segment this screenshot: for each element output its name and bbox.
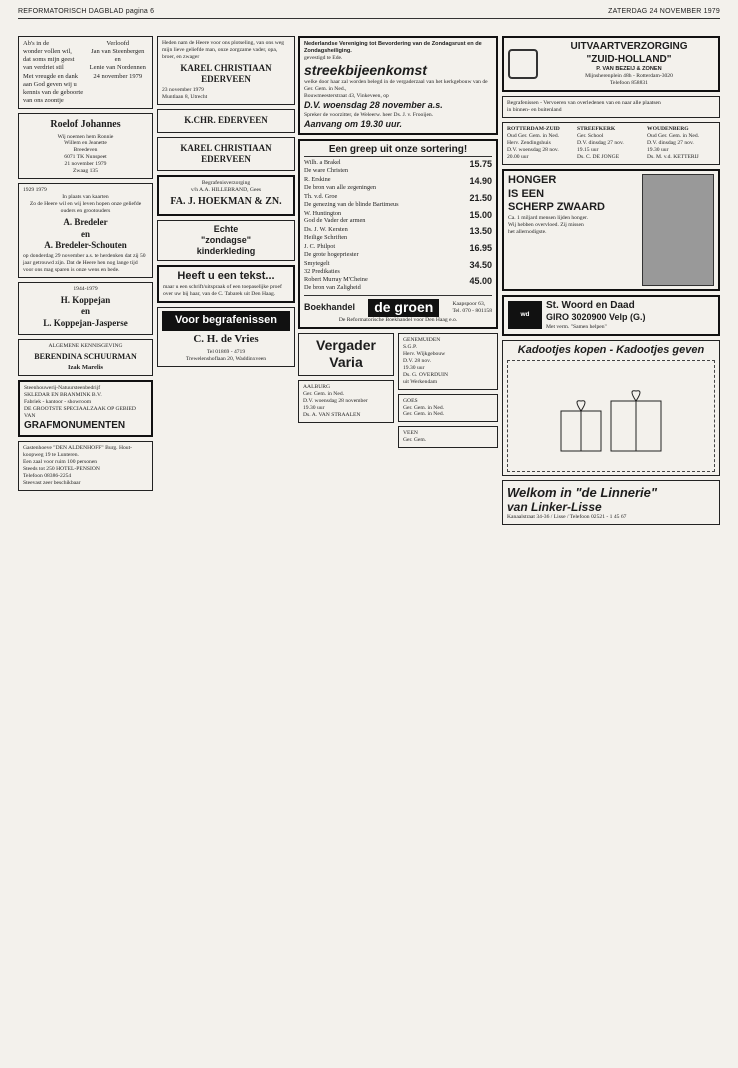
column-3 [298, 36, 498, 1048]
obituary-1 [157, 36, 295, 105]
col4-listing [398, 333, 498, 453]
sorting-item [304, 260, 492, 276]
vergader-logo-box [298, 333, 394, 376]
wd-text [546, 300, 714, 331]
honger-title: HONGER IS EEN SCHERP ZWAARD [508, 173, 605, 214]
grafmon-title: GRAFMONUMENTEN [24, 419, 126, 431]
linnerie-title: Welkom in "de Linnerie" [507, 485, 658, 501]
sorting-item-label: W. Huntington God de Vader der armen [304, 209, 366, 225]
column-1 [18, 36, 153, 1048]
sorting-item-price: 16.95 [469, 242, 492, 253]
honger-text [508, 174, 638, 286]
sorting-item-price: 15.00 [469, 209, 492, 220]
listing-7: VEEN Ger. Gem. [398, 426, 498, 448]
sorting-item-price: 34.50 [469, 259, 492, 270]
hoekman-sub: Begrafenisverzorging v/h A.A. HILLEBRAND, Gees [190, 180, 262, 194]
sorting-item-price: 15.75 [469, 159, 492, 170]
heeft-tekst-ad [157, 265, 295, 303]
hoekman-ad [157, 175, 295, 215]
listing-1: GENEMUIDEN S.G.P. Herv. Wijkgebouw D.V. 28 nov. 19.30 uur Ds. G. OVERDUIN uit Werkendam [398, 333, 498, 390]
sorting-item [304, 193, 492, 209]
anniversary-2-names: H. Koppejan en L. Koppejan-Jasperse [43, 295, 128, 328]
sorting-item [304, 276, 492, 292]
groen-bar [304, 295, 492, 317]
sorting-item [304, 176, 492, 192]
vergader-item: AALBURG Ger. Gem. in Ned. D.V. woensdag 28 november 19.30 uur Ds. A. VAN STRAALEN [298, 380, 394, 423]
anniversary-1-names: A. Bredeler en A. Bredeler-Schouten [44, 217, 127, 250]
sorting-item-price: 21.50 [469, 192, 492, 203]
kado-title: Kadootjes kopen - Kadootjes geven [517, 343, 705, 356]
linnerie-ad [502, 480, 720, 525]
gastenhoeve-ad [18, 441, 153, 491]
general-notice-names: BERENDINA SCHUURMAN [34, 351, 137, 361]
wd-motto: Met verm. "Samen helpen" [546, 323, 607, 330]
anniversary-1 [18, 183, 153, 278]
obituary-2 [157, 109, 295, 132]
gift-illustration [551, 371, 671, 461]
header-rule [18, 18, 720, 19]
uitvaart-ad [502, 36, 720, 92]
gift-icon [507, 360, 715, 472]
sorting-item-label: Th. v.d. Groe De genezing van de blinde Bartimeus [304, 192, 399, 208]
groen-sub: De Reformatorische Boekhandel voor Den Haag e.o. [338, 316, 458, 323]
obituary-1-intro: Heden nam de Heere voor ons plotseling, van ons weg mijn lieve geliefde man, onze zorgzame vader, opa, broer, en zwager [162, 40, 285, 60]
anniversary-2 [18, 282, 153, 335]
anniversary-1-body: op donderdag 29 november a.s. te herdenken dat zij 50 jaar getrouwd zijn. Dat de Heere hen nog lange tijd voor ons mag sparen is onze wens en bede. [23, 253, 146, 274]
boekhandel-label: Boekhandel [304, 302, 356, 313]
obituary-1-title: KAREL CHRISTIAAN EDERVEEN [180, 62, 272, 85]
groen-address: Kaapspoor 63, Tel. 070 - 801158 [452, 300, 492, 314]
wd-logo-icon: wd [508, 301, 542, 329]
church-row-1-3: Oud Ger. Gem. in Ned. D.V. dinsdag 27 nov. 19.30 uur Ds. M. v.d. KETTERIJ [647, 132, 700, 160]
general-notice-head: ALGEMENE KENNISGEVING [48, 342, 123, 349]
sorting-item-price: 14.90 [469, 176, 492, 187]
page-header [18, 6, 720, 20]
birth-parents: Wij noemen hem Ronnie Willem en Jeanette Breedeven 6071 TK Nunspeet 21 november 1979 Zwaag 135 [57, 133, 114, 175]
church-row-1-2: Ger. School D.V. dinsdag 27 nov. 19.15 uur Ds. C. DE JONGE [577, 132, 624, 160]
anniversary-1-intro: In plaats van kaarten Zo de Heere wil en wij leven hopen onze geliefde ouders en grootouders [29, 194, 142, 215]
begrafenis-name: C. H. de Vries [193, 332, 259, 345]
nvd-ad [298, 36, 498, 135]
paper-title: REFORMATORISCH DAGBLAD pagina 6 [18, 8, 155, 15]
birth-right: Verloofd Jan van Steenbergen en Lenie van Nordennen 24 november 1979 [89, 40, 146, 80]
nvd-sub: gevestigd te Ede. [304, 54, 343, 61]
column-5 [502, 36, 720, 1048]
church-table [502, 122, 720, 165]
sorting-list [304, 159, 492, 292]
column-2 [157, 36, 295, 1048]
sorting-ad [298, 139, 498, 329]
col3-bottom [298, 333, 498, 453]
hoekman-title: FA. J. HOEKMAN & ZN. [170, 196, 282, 208]
sorting-item [304, 210, 492, 226]
gastenhoeve-text: Gastenhoeve "DEN ALDENHOFF" Burg. Hout-koopweg 19 te Lunteren. Een zaal voor ruim 100 personen Steeds tot 250 HOTEL-PENSION Telefoon 08386-2254 Steevast zeer beschikbaar [23, 445, 133, 487]
anniversary-2-head: 1944-1979 [73, 286, 98, 293]
obituary-3 [157, 137, 295, 172]
sorting-item-label: J. C. Philpot De grote hogepriester [304, 242, 359, 258]
streek-title: streekbijeenkomst [304, 61, 427, 78]
sorting-item-price: 13.50 [469, 226, 492, 237]
obituary-2-title: K.CHR. EDERVEEN [184, 115, 268, 126]
uitvaart-address: Mijnsherenplein 48h - Rotterdam-3020 Telefoon 858831 [585, 72, 673, 86]
wd-giro: GIRO 3020900 Velp (G.) [546, 312, 646, 323]
sorting-title: Een greep uit onze sortering! [304, 144, 492, 158]
church-head-3: WOUDENBERG [647, 125, 689, 132]
echte-kleding-ad [157, 220, 295, 262]
church-col-3 [647, 126, 715, 161]
vergader-column [298, 333, 394, 453]
vergader-logo: Vergader Varia [316, 336, 376, 371]
heeft-title: Heeft u een tekst... [177, 270, 275, 283]
birth-left: Ab's in de wonder vollen wil, dat soms mijn geest van verdriet stil Met vreugde en dank aan God geven wij u kennis van de geboorte van ons zoontje [23, 40, 84, 104]
sorting-item-price: 45.00 [469, 276, 492, 287]
photo-child-icon [642, 174, 714, 286]
obituary-3-title: KAREL CHRISTIAAN EDERVEEN [180, 142, 272, 164]
church-head-1: ROTTERDAM-ZUID [507, 125, 560, 132]
sorting-item-label: Wilh. a Brakel De ware Christen [304, 159, 349, 175]
church-col-2 [577, 126, 645, 161]
sorting-item-label: Smytegelt 32 Predikaties [304, 259, 340, 275]
grafmon-text: Steenhouwerij-Natuursteenbedrijf SKLEDAR EN BRANMINK B.V. Fabriek - kantoor - showroom DE GROOTSTE SPECIAALZAAK OP GEBIED VAN [24, 384, 136, 419]
grafmonumenten-ad [18, 380, 153, 437]
birth-name: Roelof Johannes [50, 119, 121, 130]
sorting-item-label: Robert Murray M'Cheine De bron van Zaligheid [304, 276, 368, 292]
logo-icon [508, 49, 538, 79]
sorting-item [304, 159, 492, 175]
uitvaart-row: Begrafenissen - Vervoeren van overledenen van en naar alle plaatsen in binnen- en buitenland [502, 96, 720, 118]
begrafenis-title: Voor begrafenissen [162, 311, 290, 331]
begrafenis-body: Tel 01869 - 4719 Trewelenshoflaan 20, Waddinxveen [185, 348, 267, 362]
listing-3: GOES Ger. Gem. in Ned. Ger. Gem. in Ned. [398, 394, 498, 423]
nvd-head: Nederlandse Vereniging tot Bevordering van de Zondagsrust en de Zondagsheiliging. [304, 41, 482, 54]
sorting-item-label: R. Erskine De bron van alle zegeningen [304, 176, 377, 191]
church-head-2: STREEFKERK [577, 125, 616, 132]
sorting-item-label: Ds. J. W. Kersten Heilige Schriften [304, 226, 348, 242]
streek-spreker: Spreker de voorzitter, de Weleerw. heer Ds. J. v. Frooijen. [304, 111, 434, 118]
streek-sub: welke door haar zal worden belegd in de vergaderzaal van het kerkgebouw van de Ger. Gem. in Ned., Bouwmeesterstraat 43, Vinkeveen, op [304, 79, 488, 100]
woord-daad-ad [502, 295, 720, 336]
obituary-1-date: 23 november 1979 Muntlaan 8, Utrecht [162, 87, 208, 101]
streek-aanvang: Aanvang om 19.30 uur. [304, 118, 403, 129]
general-notice [18, 339, 153, 376]
sorting-item [304, 243, 492, 259]
echte-kleding-text: Echte "zondagse" kinderkleding [196, 223, 256, 257]
uitvaart-sub: P. VAN BEZEIJ & ZONEN [596, 66, 662, 72]
kado-ad [502, 340, 720, 477]
church-row-1-1: Oud Ger. Gem. in Ned. Herv. Zendingshuis D.V. woensdag 28 nov. 20.00 uur [507, 132, 560, 160]
streek-date: D.V. woensdag 28 november a.s. [304, 100, 443, 111]
birth-announcement [18, 36, 153, 109]
anniversary-1-head: 1929 1979 [23, 187, 47, 194]
linnerie-sub: van Linker-Lisse [507, 500, 602, 515]
church-col-1 [507, 126, 575, 161]
sorting-item [304, 226, 492, 242]
wd-title: St. Woord en Daad [546, 299, 635, 311]
linnerie-address: Kanaalstraat 34-36 / Lisse / Telefoon 02521 - 1 45 67 [507, 514, 627, 521]
uitvaart-title: UITVAARTVERZORGING "ZUID-HOLLAND" [570, 41, 688, 65]
honger-ad [502, 169, 720, 291]
begrafenis-ad [157, 307, 295, 366]
birth-name-box [18, 113, 153, 179]
uitvaart-text [544, 41, 714, 87]
heeft-body: maar u een schrift/uitspraak of een toepaselijke proef over uw bij haar, van de C. Tabarek uit Den Haag. [163, 284, 282, 298]
issue-date: ZATERDAG 24 NOVEMBER 1979 [608, 8, 720, 15]
general-notice-sub: Izak Marelis [67, 363, 104, 371]
groen-label: de groen [368, 299, 439, 317]
honger-body: Ca. 1 miljard mensen lijden honger. Wij hebben overvloed. Zij missen het allernodigste. [508, 215, 589, 236]
